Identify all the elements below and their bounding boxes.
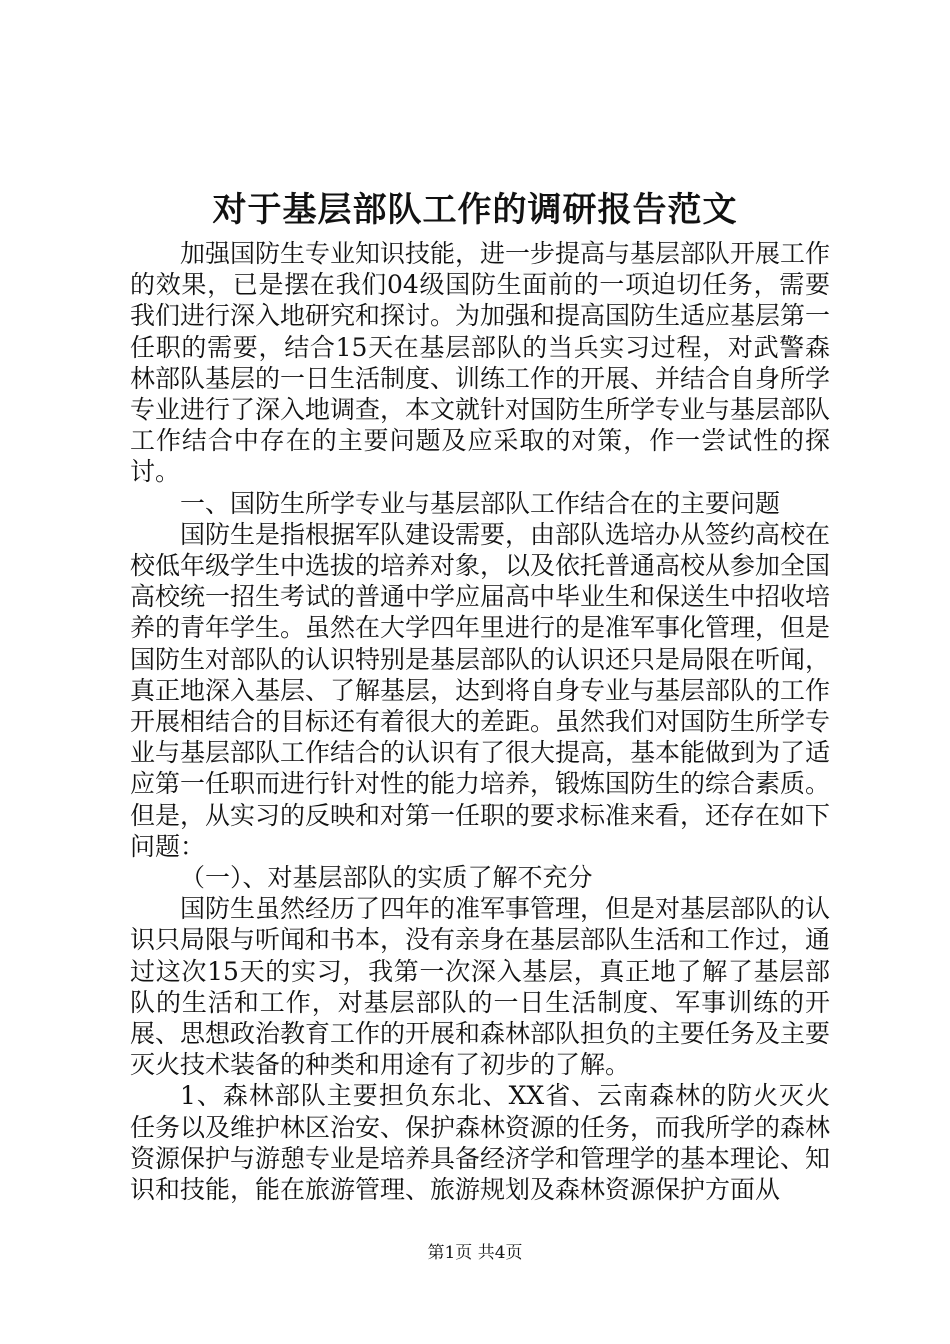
paragraph-experience: 国防生虽然经历了四年的准军事管理，但是对基层部队的认识只局限与听闻和书本，没有亲身在基层部队生活和工作过，通过这次15天的实习，我第一次深入基层，真正地了解了基层部队的生活和工作，对基层部队的一日生活制度、军事训练的开展、思想政治教育工作的开展和森林部队担负的主要任务及主要灭火技术装备的种类和用途有了初步的了解。 [130,894,831,1080]
section-heading-1: 一、国防生所学专业与基层部队工作结合在的主要问题 [180,488,781,518]
subsection-heading-1: （一）、对基层部队的实质了解不充分 [180,863,593,893]
page-footer: 第1页 共4页 [427,1243,523,1263]
paragraph-point-1: 1、森林部队主要担负东北、XX省、云南森林的防火灭火任务以及维护林区治安、保护森林资源的任务，而我所学的森林资源保护与游憩专业是培养具备经济学和管理学的基本理论、知识和技能，能在旅游管理、旅游规划及森林资源保护方面从 [130,1081,831,1205]
paragraph-definition: 国防生是指根据军队建设需要，由部队选培办从签约高校在校低年级学生中选拔的培养对象，以及依托普通高校从参加全国高校统一招生考试的普通中学应届高中毕业生和保送生中招收培养的青年学生。虽然在大学四年里进行的是准军事化管理，但是国防生对部队的认识特别是基层部队的认识还只是局限在听闻，真正地深入基层、了解基层，达到将自身专业与基层部队的工作开展相结合的目标还有着很大的差距。虽然我们对国防生所学专业与基层部队工作结合的认识有了很大提高，基本能做到为了适应第一任职而进行针对性的能力培养，锻炼国防生的综合素质。但是，从实习的反映和对第一任职的要求标准来看，还存在如下问题： [130,519,831,861]
paragraph-intro: 加强国防生专业知识技能，进一步提高与基层部队开展工作的效果，已是摆在我们04级国防生面前的一项迫切任务，需要我们进行深入地研究和探讨。为加强和提高国防生适应基层第一任职的需要，结合15天在基层部队的当兵实习过程，对武警森林部队基层的一日生活制度、训练工作的开展、并结合自身所学专业进行了深入地调查，本文就针对国防生所学专业与基层部队工作结合中存在的主要问题及应采取的对策，作一尝试性的探讨。 [130,239,831,487]
document-title: 对于基层部队工作的调研报告范文 [212,190,738,230]
document-body [130,238,830,1205]
